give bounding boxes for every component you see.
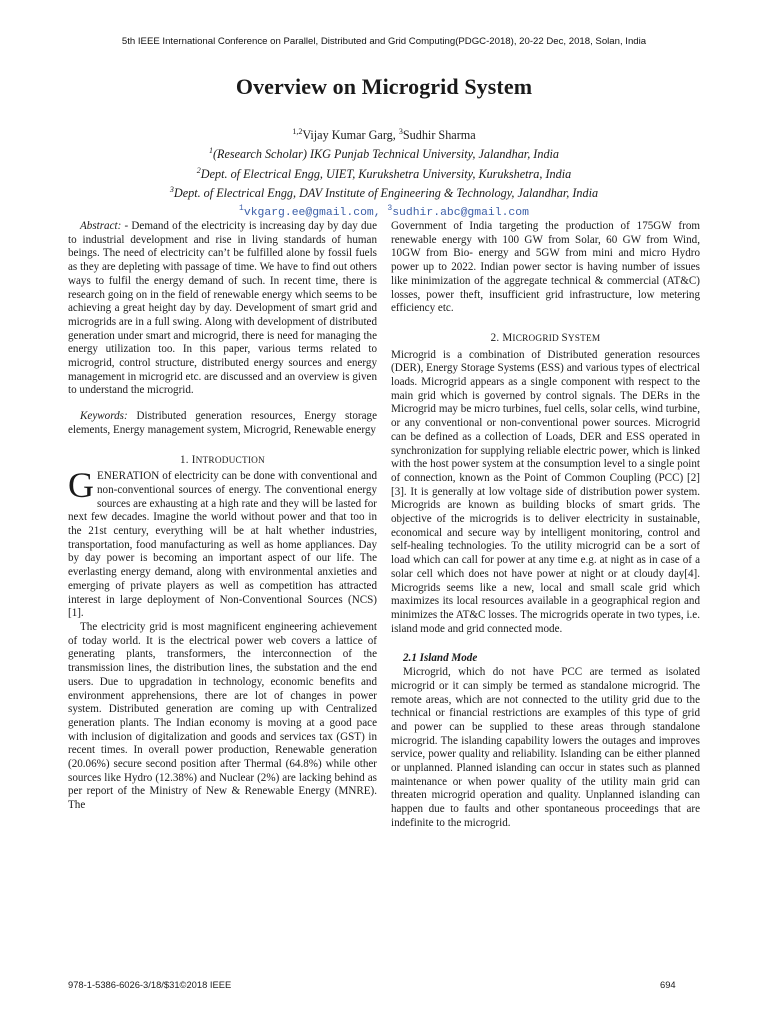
sec2-s: S — [561, 331, 568, 344]
section-heading-microgrid-system — [391, 332, 700, 347]
author-b: Sudhir Sharma — [402, 128, 476, 143]
sec2-rest: YSTEM — [567, 333, 601, 344]
conference-header: 5th IEEE International Conference on Parallel, Distributed and Grid Computing(PDGC-2018), 20-22 Dec, 2018, Solan, India — [121, 36, 647, 47]
footer-isbn: 978-1-5386-6026-3/18/$31©2018 IEEE — [68, 979, 232, 990]
keywords-text: Distributed generation resources, Energy storage elements, Energy management system, Microgrid, Renewable energy — [68, 410, 377, 436]
affiliation-3 — [0, 182, 768, 201]
author-a: Vijay Kumar Garg, — [302, 128, 399, 143]
keywords-label: Keywords: — [80, 410, 128, 423]
author-block — [0, 124, 768, 221]
abstract-label: Abstract: — [80, 220, 122, 232]
intro-paragraph-1 — [68, 465, 377, 621]
aff2-sup: 2 — [196, 165, 201, 175]
intro-num: 1. I — [180, 453, 196, 466]
affiliation-2 — [0, 163, 768, 182]
sec2-mid: ICROGRID — [512, 333, 562, 344]
island-mode-paragraph: Microgrid, which do not have PCC are termed as isolated microgrid or it can simply be termed as standalone microgrid. The remote areas, which are not connected to the utility grid due to the technical or financial restrictions are examples of this type of grid and power can be supplied to these areas through standalone microgrid. The islanding capability lowers the outages and improves service, power quality and reliability. Islanding can be either planned or unplanned. Planned islanding can occur in states such as planned maintenance or when power quality of the utility main grid can threaten microgrid operation and quality. Unplanned islanding can happen due to faults and other spontaneous proceedings that are indefinite to the microgrid. — [391, 666, 700, 829]
keywords — [68, 410, 377, 437]
left-column — [68, 220, 377, 813]
drop-cap: G — [68, 465, 94, 506]
email-sup2: 3 — [387, 204, 393, 214]
aff2-text: Dept. of Electrical Engg, UIET, Kurukshetra University, Kurukshetra, India — [200, 166, 572, 181]
page-number: 694 — [660, 979, 676, 990]
intro-p1-text: ENERATION of electricity can be done with conventional and non-conventional sources of energy. The conventional energy sources are exhausting at a high rate and they will be lasted for next few decades. Imagine the world without power and that too in the 21st century, everything will be at halt whether industries, transportation, food manufacturing as well as home appliances. Day by day power is becoming an important aspect of our life. The everlasting energy demand, along with environmental anxieties and emerging of private players as well as competition has attracted interest in large deployment of Non-Conventional Sources (NCS) [1]. — [68, 470, 377, 620]
author-names — [0, 124, 768, 143]
sec2-num: 2. M — [490, 331, 513, 344]
section-heading-introduction — [68, 454, 377, 469]
aff3-sup: 3 — [169, 184, 174, 194]
intro-rest: NTRODUCTION — [195, 455, 265, 466]
abstract — [68, 220, 377, 398]
author-sup2: 3 — [398, 127, 403, 136]
right-column — [391, 220, 700, 831]
email-1[interactable]: vkgarg.ee@gmail.com, — [243, 206, 388, 219]
author-sup: 1,2 — [292, 127, 303, 136]
paper-title: Overview on Microgrid System — [235, 74, 533, 99]
email-sup1: 1 — [239, 204, 244, 214]
email-2[interactable]: sudhir.abc@gmail.com — [392, 206, 529, 219]
aff1-sup: 1 — [208, 146, 213, 156]
aff3-text: Dept. of Electrical Engg, DAV Institute of Engineering & Technology, Jalandhar, India — [173, 185, 599, 200]
abstract-text: - Demand of the electricity is increasing day by day due to industrial development and rise in living standards of human beings. The need of electricity can’t be fulfilled alone by fossil fuels as they are depleting with passage of time. We have to find out others ways to fulfil the energy demand of such. In recent time, there is research going on in the field of renewable energy which seems to be achieving a great height day by day. Development of smart grid and microgrids are in a full swing. Along with development of distributed generation under smart and microgrid, there is need for managing the energy utilization too. In this paper, various terms related to microgrid, control structure, distributed energy sources and energy management in microgrid etc. are discussed and an overview is given to understand the microgrid. — [68, 220, 377, 397]
aff1-text: (Research Scholar) IKG Punjab Technical University, Jalandhar, India — [212, 147, 560, 162]
sec2-paragraph-1: Microgrid is a combination of Distributed generation resources (DER), Energy Storage Systems (ESS) and various types of electrical loads. Microgrid appears as a single component with respect to the main grid which is governed by control signals. The DERs in the Microgrid may be micro turbines, fuel cells, solar cells, wind turbine, or any conventional or non-conventional power sources. Microgrid can be defined as a collection of Loads, DER and ESS operated in synchronization for supplying reliable electric power, which is linked with the host power system at the consumption level to a single point of connection, known as the Point of Common Coupling (PCC) [2][3]. It is generally at low voltage side of distribution power system. Microgrids are known as building blocks of smart grids. The objective of the microgrids is to deliver electricity in sustainable, economical and secure way by intelligent monitoring, control and self-healing technologies. To the utility microgrid can be a sort of load which can call for power at any time e.g. at night as in case of a solar cell which does not have power at night or at cloudy day[4]. Microgrids seems like a new, local and small scale grid which maximizes its local resources available in a geographical region and minimizes the AT&C losses. The microgrids operate in two types, i.e. island mode and grid connected mode. — [391, 348, 700, 635]
affiliation-1 — [0, 143, 768, 162]
continued-paragraph: Government of India targeting the production of 175GW from renewable energy with 100 GW from Solar, 60 GW from Wind, 10GW from Bio- energy and 5GW from mini and micro Hydro power up to 2022. Indian power sector is having number of issues like minimization of the aggregate technical & commercial (AT&C) losses, power theft, insufficient grid infrastructure, low metering efficiency etc. — [391, 220, 700, 315]
intro-paragraph-2: The electricity grid is most magnificent engineering achievement of today world. It is the electrical power web covers a lattice of generating plants, transformers, the interconnection of the transmission lines, the distribution lines, the substation and the end users. Due to upgradation in technology, economic benefits and environment apprehensions, there are lot of changes in power system. Distributed generation are coming up with Centralized generation plants. The Indian economy is moving at a good pace with inclusion of digitalization and goods and services tax (GST) in recent times. In overall power production, Renewable generation (20.06%) secure second position after Thermal (64.8%) while other sources like Hydro (12.38%) and Nuclear (2%) are lacking behind as per report of the Ministry of New & Renewable Energy (MNRE). The — [68, 620, 377, 812]
author-emails — [0, 201, 768, 221]
subsection-heading-island-mode: 2.1 Island Mode — [403, 652, 478, 665]
